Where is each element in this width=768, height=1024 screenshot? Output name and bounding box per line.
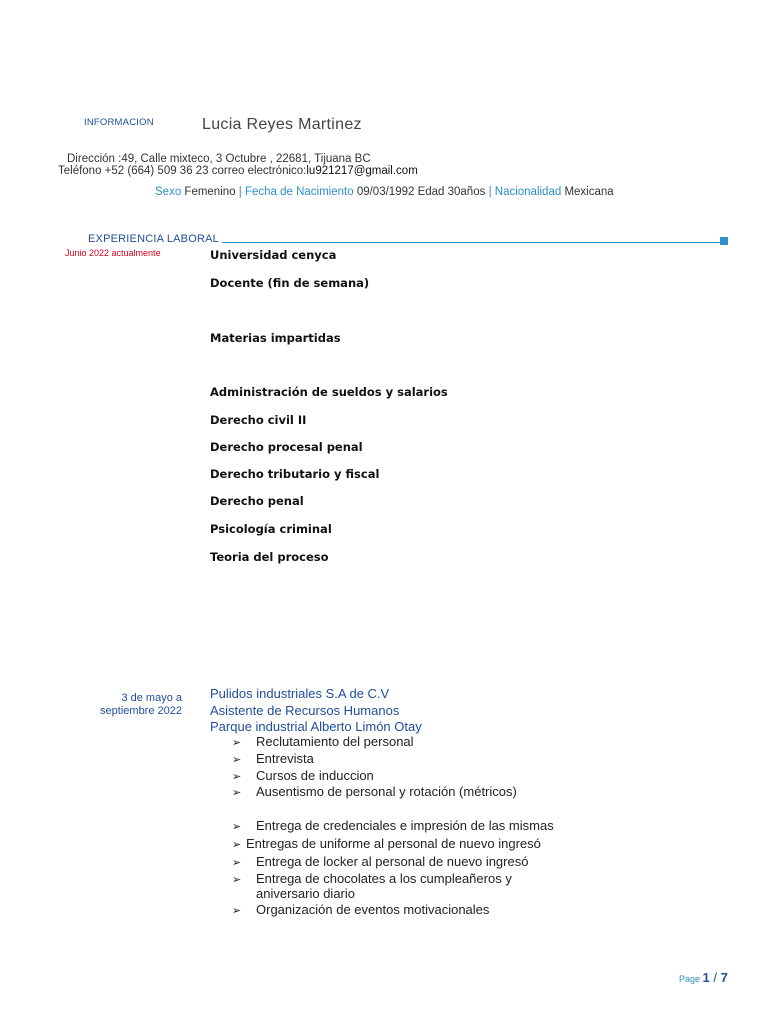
personal-info-line [155, 186, 614, 198]
arrow-bullet-icon: ➢ [232, 856, 242, 869]
job1-line: Teoria del proceso [210, 550, 329, 564]
job1-line: Derecho civil II [210, 413, 307, 427]
job2-date [70, 692, 182, 718]
page-label: Page [679, 974, 703, 984]
nationality-key: Nacionalidad [491, 186, 562, 198]
duty-text: Entrega de credenciales e impresión de las mismas [256, 818, 554, 833]
duty-text: Entrega de locker al personal de nuevo ingresó [256, 854, 529, 869]
page-total: 7 [720, 970, 728, 985]
sex-key: Sexo [155, 186, 182, 198]
duty-text: Entregas de uniforme al personal de nuevo ingresó [246, 836, 541, 851]
address-line: Dirección :49, Calle mixteco, 3 Octubre , 22681, Tijuana BC [67, 153, 371, 165]
arrow-bullet-icon: ➢ [232, 736, 242, 749]
job2-date-line: 3 de mayo a [121, 692, 182, 704]
separator: | [488, 186, 492, 198]
separator: | [238, 186, 242, 198]
job2-location: Parque industrial Alberto Limón Otay [210, 719, 422, 734]
list-item [232, 751, 576, 767]
arrow-bullet-icon: ➢ [232, 873, 242, 886]
phone-text: Teléfono +52 (664) 509 36 23 correo electrónico: [58, 165, 307, 177]
dob-value: 09/03/1992 Edad 30años [353, 186, 489, 198]
job1-line: Psicología criminal [210, 522, 332, 536]
contact-line [58, 165, 418, 177]
duty-text: Organización de eventos motivacionales [256, 902, 490, 917]
arrow-bullet-icon: ➢ [232, 786, 242, 799]
section-divider-square [720, 237, 728, 245]
list-item [232, 836, 566, 852]
job1-line: Materias impartidas [210, 331, 341, 345]
duty-text: Cursos de induccion [256, 768, 374, 783]
arrow-bullet-icon: ➢ [232, 820, 242, 833]
job1-line: Docente (fin de semana) [210, 276, 370, 290]
job2-role: Asistente de Recursos Humanos [210, 702, 400, 718]
job2-company: Pulidos industriales S.A de C.V [210, 686, 390, 701]
candidate-name: Lucia Reyes Martinez [202, 116, 362, 133]
page-separator: / [709, 970, 721, 985]
section-title-experiencia: EXPERIENCIA LABORAL [88, 233, 219, 245]
section-label-informacion: INFORMACION [84, 117, 154, 128]
list-item [232, 871, 556, 901]
duty-text: Reclutamiento del personal [256, 734, 414, 749]
duty-text: Entrega de chocolates a los cumpleañeros y aniversario diario [256, 871, 512, 901]
email-link[interactable]: lu921217@gmail.com [306, 165, 418, 177]
list-item [232, 734, 576, 750]
list-item [232, 854, 576, 870]
arrow-bullet-icon: ➢ [232, 770, 242, 783]
duty-text: Entrevista [256, 751, 314, 766]
arrow-bullet-icon: ➢ [232, 753, 242, 766]
dob-key: Fecha de Nacimiento [241, 186, 354, 198]
page-indicator [679, 970, 728, 985]
arrow-bullet-icon: ➢ [232, 904, 242, 917]
list-item [232, 768, 576, 784]
job1-date: Junio 2022 actualmente [65, 248, 161, 258]
list-item [232, 902, 576, 918]
section-divider [222, 242, 720, 243]
sex-value: Femenino [181, 186, 239, 198]
nationality-value: Mexicana [561, 186, 614, 198]
duty-text: Ausentismo de personal y rotación (métricos) [256, 784, 517, 799]
job2-header [210, 686, 422, 736]
job1-line: Derecho procesal penal [210, 440, 363, 454]
list-item [232, 818, 576, 834]
job1-line: Derecho penal [210, 494, 304, 508]
page-current: 1 [702, 970, 710, 985]
arrow-bullet-icon: ➢ [232, 838, 242, 851]
job1-line: Administración de sueldos y salarios [210, 385, 448, 399]
job1-line: Universidad cenyca [210, 248, 337, 262]
job1-line: Derecho tributario y fiscal [210, 467, 380, 481]
job2-date-line: septiembre 2022 [100, 705, 182, 717]
list-item [232, 784, 576, 800]
